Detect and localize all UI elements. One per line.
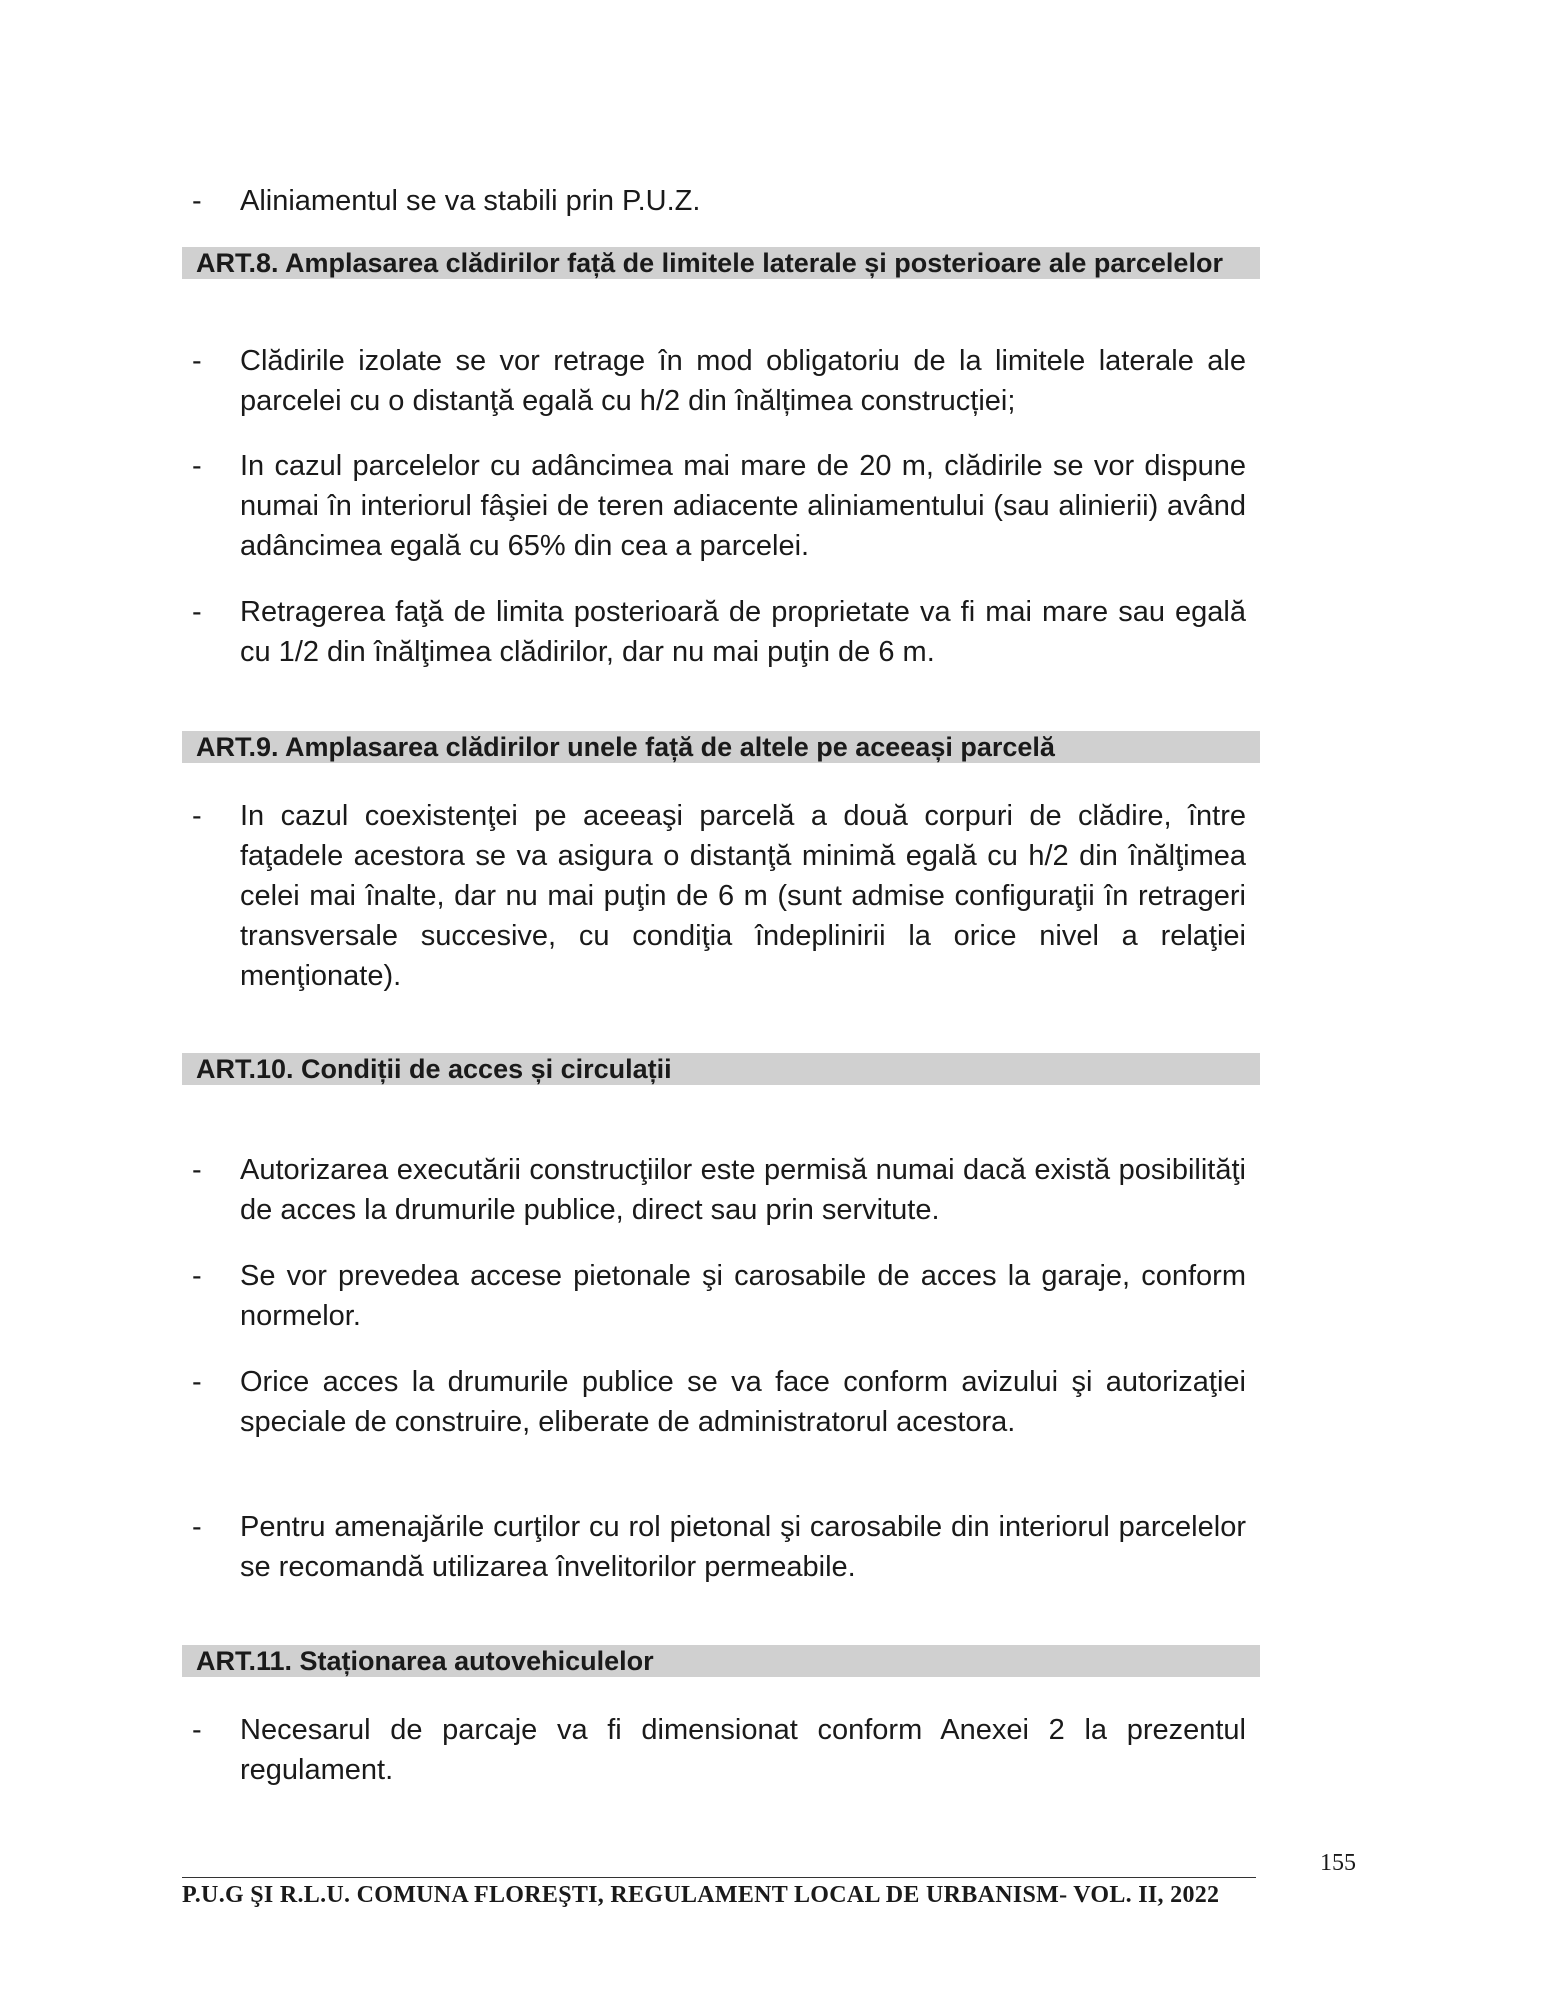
bullet-dash: - bbox=[192, 1511, 202, 1543]
bullet-text: Aliniamentul se va stabili prin P.U.Z. bbox=[240, 185, 701, 217]
section-heading-art11: ART.11. Staționarea autovehiculelor bbox=[182, 1645, 1260, 1677]
list-item bbox=[192, 796, 1246, 996]
list-item bbox=[192, 1150, 1246, 1230]
bullet-text: Retragerea faţă de limita posterioară de proprietate va fi mai mare sau egală cu 1/2 din înălţimea clădirilor, dar nu mai puţin de 6 m. bbox=[240, 596, 1246, 668]
section-heading-art9: ART.9. Amplasarea clădirilor unele față de altele pe aceeași parcelă bbox=[182, 731, 1260, 763]
bullet-dash: - bbox=[192, 1366, 202, 1398]
bullet-dash: - bbox=[192, 1714, 202, 1746]
bullet-dash: - bbox=[192, 800, 202, 832]
page-number: 155 bbox=[1320, 1850, 1356, 1876]
list-item bbox=[192, 592, 1246, 672]
bullet-dash: - bbox=[192, 345, 202, 377]
list-item bbox=[192, 1256, 1246, 1336]
bullet-text: Se vor prevedea accese pietonale şi carosabile de acces la garaje, conform normelor. bbox=[240, 1260, 1246, 1332]
list-item bbox=[192, 181, 1246, 221]
section-heading-art8: ART.8. Amplasarea clădirilor față de limitele laterale și posterioare ale parcelelor bbox=[182, 247, 1260, 279]
list-item bbox=[192, 446, 1246, 566]
list-item bbox=[192, 341, 1246, 421]
bullet-text: In cazul coexistenţei pe aceeaşi parcelă a două corpuri de clădire, între faţadele acestora se va asigura o distanţă minimă egală cu h/2 din înălţimea celei mai înalte, dar nu mai puţin de 6 m (sunt admise configuraţii în retrageri transversale succesive, cu condiţia îndeplinirii la orice nivel a relaţiei menţionate). bbox=[240, 800, 1246, 992]
bullet-text: Clădirile izolate se vor retrage în mod obligatoriu de la limitele laterale ale parcelei cu o distanţă egală cu h/2 din înălțimea construcției; bbox=[240, 345, 1246, 417]
bullet-dash: - bbox=[192, 596, 202, 628]
bullet-text: Pentru amenajările curţilor cu rol pietonal şi carosabile din interiorul parcelelor se recomandă utilizarea învelitorilor permeabile. bbox=[240, 1511, 1246, 1583]
bullet-dash: - bbox=[192, 1154, 202, 1186]
list-item bbox=[192, 1362, 1246, 1442]
bullet-text: Autorizarea executării construcţiilor este permisă numai dacă există posibilităţi de acces la drumurile publice, direct sau prin servitute. bbox=[240, 1154, 1246, 1226]
footer-divider bbox=[182, 1877, 1256, 1878]
bullet-text: Orice acces la drumurile publice se va face conform avizului şi autorizaţiei speciale de construire, eliberate de administratorul acestora. bbox=[240, 1366, 1246, 1438]
footer-text: P.U.G ŞI R.L.U. COMUNA FLOREŞTI, REGULAMENT LOCAL DE URBANISM- VOL. II, 2022 bbox=[182, 1882, 1220, 1908]
list-item bbox=[192, 1507, 1246, 1587]
bullet-text: In cazul parcelelor cu adâncimea mai mare de 20 m, clădirile se vor dispune numai în interiorul fâşiei de teren adiacente aliniamentului (sau alinierii) având adâncimea egală cu 65% din cea a parcelei. bbox=[240, 450, 1246, 562]
bullet-text: Necesarul de parcaje va fi dimensionat conform Anexei 2 la prezentul regulament. bbox=[240, 1714, 1246, 1786]
bullet-dash: - bbox=[192, 185, 202, 217]
section-heading-art10: ART.10. Condiții de acces și circulații bbox=[182, 1053, 1260, 1085]
bullet-dash: - bbox=[192, 450, 202, 482]
bullet-dash: - bbox=[192, 1260, 202, 1292]
list-item bbox=[192, 1710, 1246, 1790]
